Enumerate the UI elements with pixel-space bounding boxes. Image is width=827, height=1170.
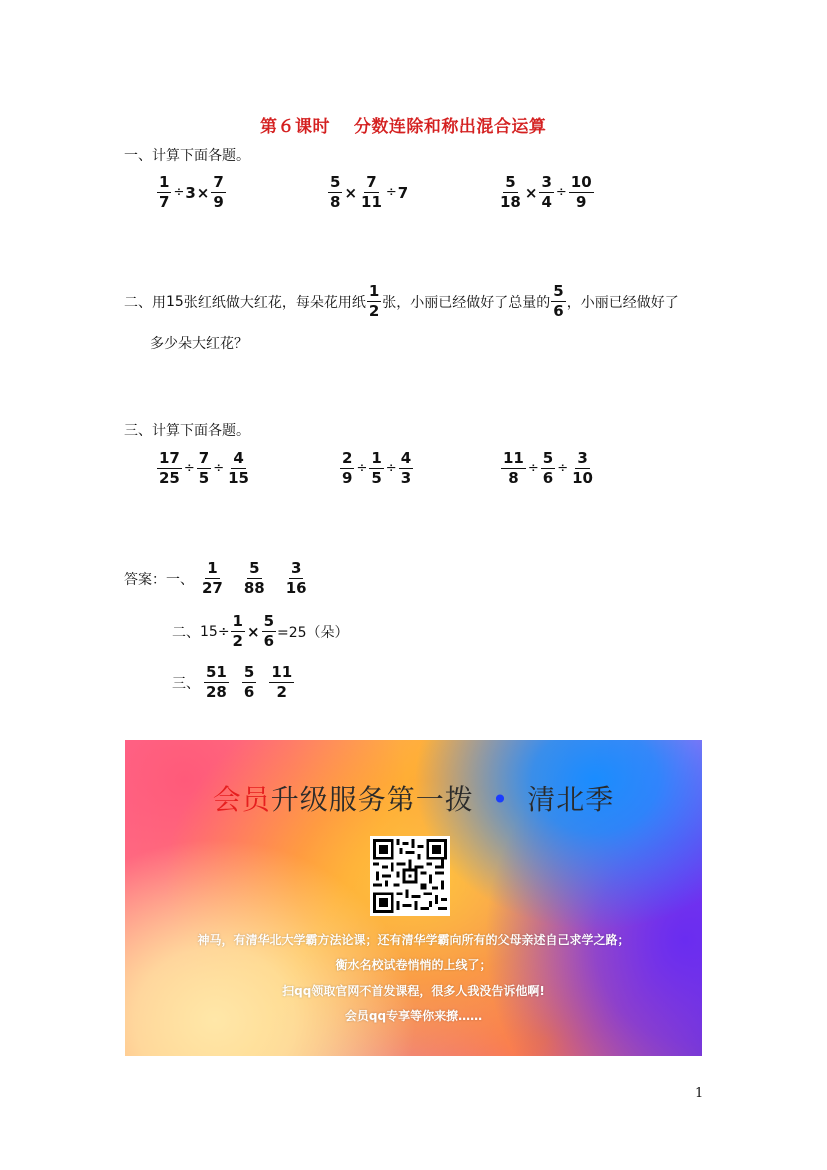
- fraction: $\frac{4}{15}$: [228, 449, 249, 487]
- section1-heading: 一、计算下面各题。: [124, 148, 250, 164]
- divide-sign: ÷: [385, 185, 397, 200]
- fraction: $\frac{1}{7}$: [159, 173, 170, 211]
- fraction: $\frac{1}{27}$: [202, 559, 223, 597]
- integer: 7: [397, 183, 409, 202]
- integer: 3: [185, 183, 196, 202]
- section2-problem: 二、用 15 张红纸做大红花，每朵花用纸 $\frac{1}{2}$ 张，小丽已经做好了总量的 $\frac{5}{6}$ ，小丽已经做好了: [124, 282, 679, 320]
- fraction: $\frac{7}{11}$: [361, 173, 382, 211]
- fraction: $\frac{17}{25}$: [159, 449, 180, 487]
- section1-expr-2: [327, 174, 408, 211]
- section1-expr-3: [497, 174, 595, 211]
- divide-sign: ÷: [183, 461, 195, 476]
- fraction: $\frac{5}{6}$: [542, 449, 554, 487]
- fraction: $\frac{5}{88}$: [243, 559, 265, 597]
- answers-three: 三、 $\frac{51}{28}$ $\frac{5}{6}$ $\frac{11}{2}$: [172, 663, 293, 701]
- section3-heading: 三、计算下面各题。: [124, 423, 250, 439]
- page-title: 第６课时 分数连除和称出混合运算: [260, 117, 547, 137]
- multiply-sign: ×: [196, 183, 210, 202]
- fraction: $\frac{1}{2}$: [232, 612, 243, 650]
- banner-line-2: 衡水名校试卷悄悄的上线了；: [335, 958, 492, 972]
- fraction: $\frac{10}{9}$: [570, 173, 592, 211]
- divide-sign: ÷: [213, 461, 225, 476]
- divide-sign: ÷: [173, 185, 185, 200]
- number-15: 15: [166, 293, 184, 310]
- fraction: $\frac{5}{6}$: [243, 663, 255, 701]
- banner-title: 会员升级服务第一拨 • 清北季: [212, 783, 615, 816]
- banner-line-3: 扫qq领取官网不首发课程，很多人我没告诉他啊!: [282, 984, 545, 998]
- section3-expr-2: [339, 450, 414, 487]
- divide-sign: ÷: [356, 461, 368, 476]
- fraction: $\frac{11}{8}$: [503, 449, 524, 487]
- fraction: $\frac{51}{28}$: [206, 663, 227, 701]
- section2-problem-line2: 多少朵大红花？: [150, 336, 248, 352]
- fraction: $\frac{5}{6}$: [553, 282, 564, 320]
- section1-expr-1: [156, 174, 227, 211]
- fraction: $\frac{2}{9}$: [342, 449, 353, 487]
- multiply-sign: ×: [246, 622, 260, 641]
- banner-line-1: 神马，有清华北大学霸方法论课；还有清华学霸向所有的父母亲述自己求学之路；: [197, 933, 630, 947]
- section3-expr-1: [156, 450, 252, 487]
- fraction: $\frac{3}{16}$: [285, 559, 307, 597]
- multiply-sign: ×: [344, 183, 358, 202]
- answers-one: [124, 560, 310, 597]
- fraction: $\frac{3}{4}$: [541, 173, 552, 211]
- fraction: $\frac{1}{5}$: [371, 449, 382, 487]
- divide-sign: ÷: [385, 461, 397, 476]
- fraction: $\frac{5}{18}$: [500, 173, 521, 211]
- multiply-sign: ×: [524, 183, 538, 202]
- qr-code-icon[interactable]: [370, 836, 450, 916]
- divide-sign: ÷: [557, 461, 569, 476]
- promo-banner[interactable]: [125, 740, 702, 1056]
- fraction: $\frac{1}{2}$: [368, 282, 380, 320]
- fraction: $\frac{5}{6}$: [263, 612, 274, 650]
- fraction: $\frac{4}{3}$: [400, 449, 412, 487]
- divide-sign: ÷: [527, 461, 539, 476]
- answers-two: 二、 15÷ $\frac{1}{2}$ × $\frac{5}{6}$ =25（朵）: [172, 612, 349, 650]
- divide-sign: ÷: [555, 185, 567, 200]
- fraction: $\frac{7}{9}$: [213, 173, 224, 211]
- fraction: $\frac{11}{2}$: [271, 663, 293, 701]
- fraction: $\frac{3}{10}$: [572, 449, 593, 487]
- fraction: $\frac{7}{5}$: [198, 449, 210, 487]
- fraction: $\frac{5}{8}$: [330, 173, 341, 211]
- page-number: 1: [695, 1086, 704, 1101]
- section3-expr-3: [500, 450, 596, 487]
- banner-line-4: 会员qq专享等你来撩……: [344, 1009, 483, 1023]
- answers-label: 答案：一、: [124, 571, 194, 588]
